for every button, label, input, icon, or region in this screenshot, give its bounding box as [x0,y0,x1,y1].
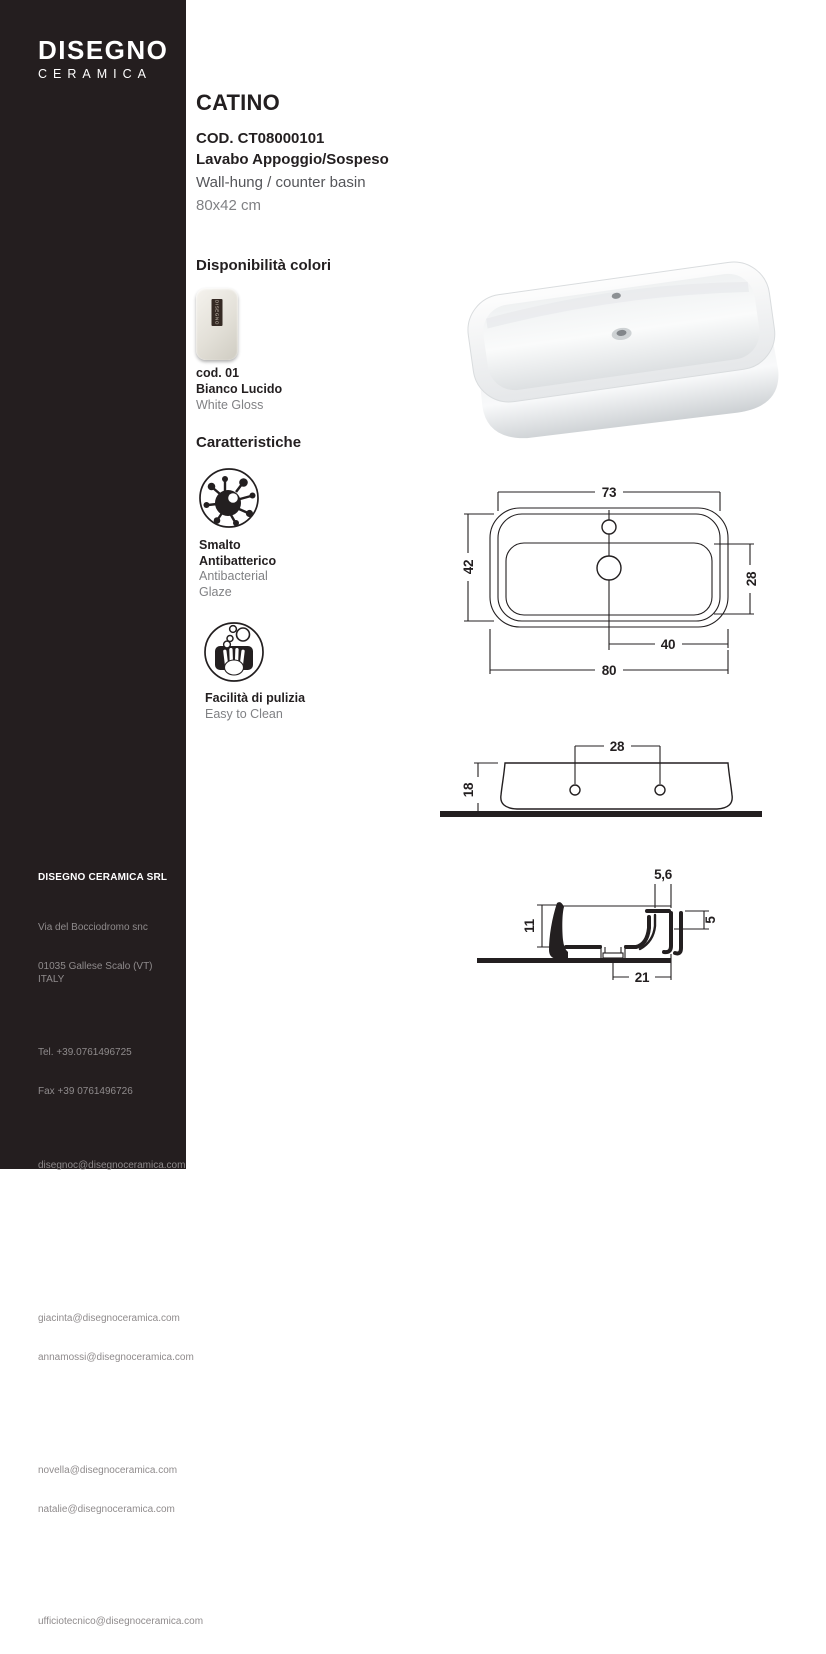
dim-label-inner-depth: 11 [522,919,537,933]
brand-logo [38,36,168,81]
feature-easy-clean-label: Facilità di pulizia Easy to Clean [205,691,306,721]
section-view-drawing [452,858,797,1008]
address-line-1: Via del Bocciodromo snc [38,922,148,933]
colors-heading: Disponibilità colori [196,257,332,274]
brand-tagline: CERAMICA [38,67,152,81]
telephone: Tel. +39.0761496725 [38,1047,132,1058]
basin-front-outline [501,763,732,809]
dim-label-holes-distance: 28 [609,739,625,754]
swatch-code: cod. 01 [196,366,240,380]
easy-clean-icon [203,621,265,683]
office-technical-email-1: ufficiotecnico@disegnoceramica.com [38,1616,204,1627]
office-export-email-1: novella@disegnoceramica.com [38,1465,178,1476]
dim-label-wall-thickness: 5,6 [654,867,672,882]
drain-hole-plan [597,556,621,580]
feature-antibacterial-label: Smalto Antibatterico Antibacterial Glaze [199,538,277,599]
product-title: CATINO [196,90,280,115]
dim-label-left-depth: 42 [461,559,476,575]
product-size: 80x42 cm [196,197,262,214]
features-heading: Caratteristiche [196,434,302,451]
dim-label-center-right: 40 [660,637,676,652]
office-commercial-email-1: giacinta@disegnoceramica.com [38,1313,180,1324]
dim-label-top-width: 73 [601,485,617,500]
shelf-line [477,958,671,963]
fax: Fax +39 0761496726 [38,1086,133,1097]
section-walls [566,911,681,953]
ground-line [440,811,762,817]
mounting-hole-left [570,785,580,795]
mounting-hole-right [655,785,665,795]
office-export-email-2: natalie@disegnoceramica.com [38,1504,175,1515]
color-swatch [196,288,238,360]
office-export-heading: Ufficio Export [38,1426,107,1437]
antibacterial-icon [198,467,260,529]
dim-label-height: 18 [461,782,476,798]
faucet-hole [602,520,616,534]
product-description-en: Wall-hung / counter basin [196,174,366,191]
office-commercial-email-2: annamossi@disegnoceramica.com [38,1352,194,1363]
company-name: DISEGNO CERAMICA SRL [38,872,168,883]
address-line-2: 01035 Gallese Scalo (VT) ITALY [38,961,159,985]
office-commercial-heading: Ufficio Commerciale ITALIA [38,1237,175,1248]
section-left-wall [549,902,568,959]
company-email: disegnoc@disegnoceramica.com [38,1160,186,1171]
swatch-name-en: White Gloss [196,398,264,412]
sidebar [0,0,204,1627]
front-view-drawing [440,733,770,825]
dim-label-rim-drop: 5 [703,916,718,924]
swatch-name-it: Bianco Lucido [196,382,283,396]
product-photo [455,250,800,455]
dim-label-bottom-width: 80 [601,663,617,678]
office-technical-heading: Ufficio Tecnico [38,1577,112,1588]
dim-label-bottom-span: 21 [634,970,650,985]
dim-label-right-inner: 28 [744,571,759,587]
product-code: COD. CT08000101 [196,130,325,147]
brand-name: DISEGNO [38,35,169,65]
top-view-drawing [448,472,788,692]
product-description-it: Lavabo Appoggio/Sospeso [196,151,389,168]
swatch-brand-label: DISEGNO [212,299,223,326]
contact-footer [38,845,204,1654]
